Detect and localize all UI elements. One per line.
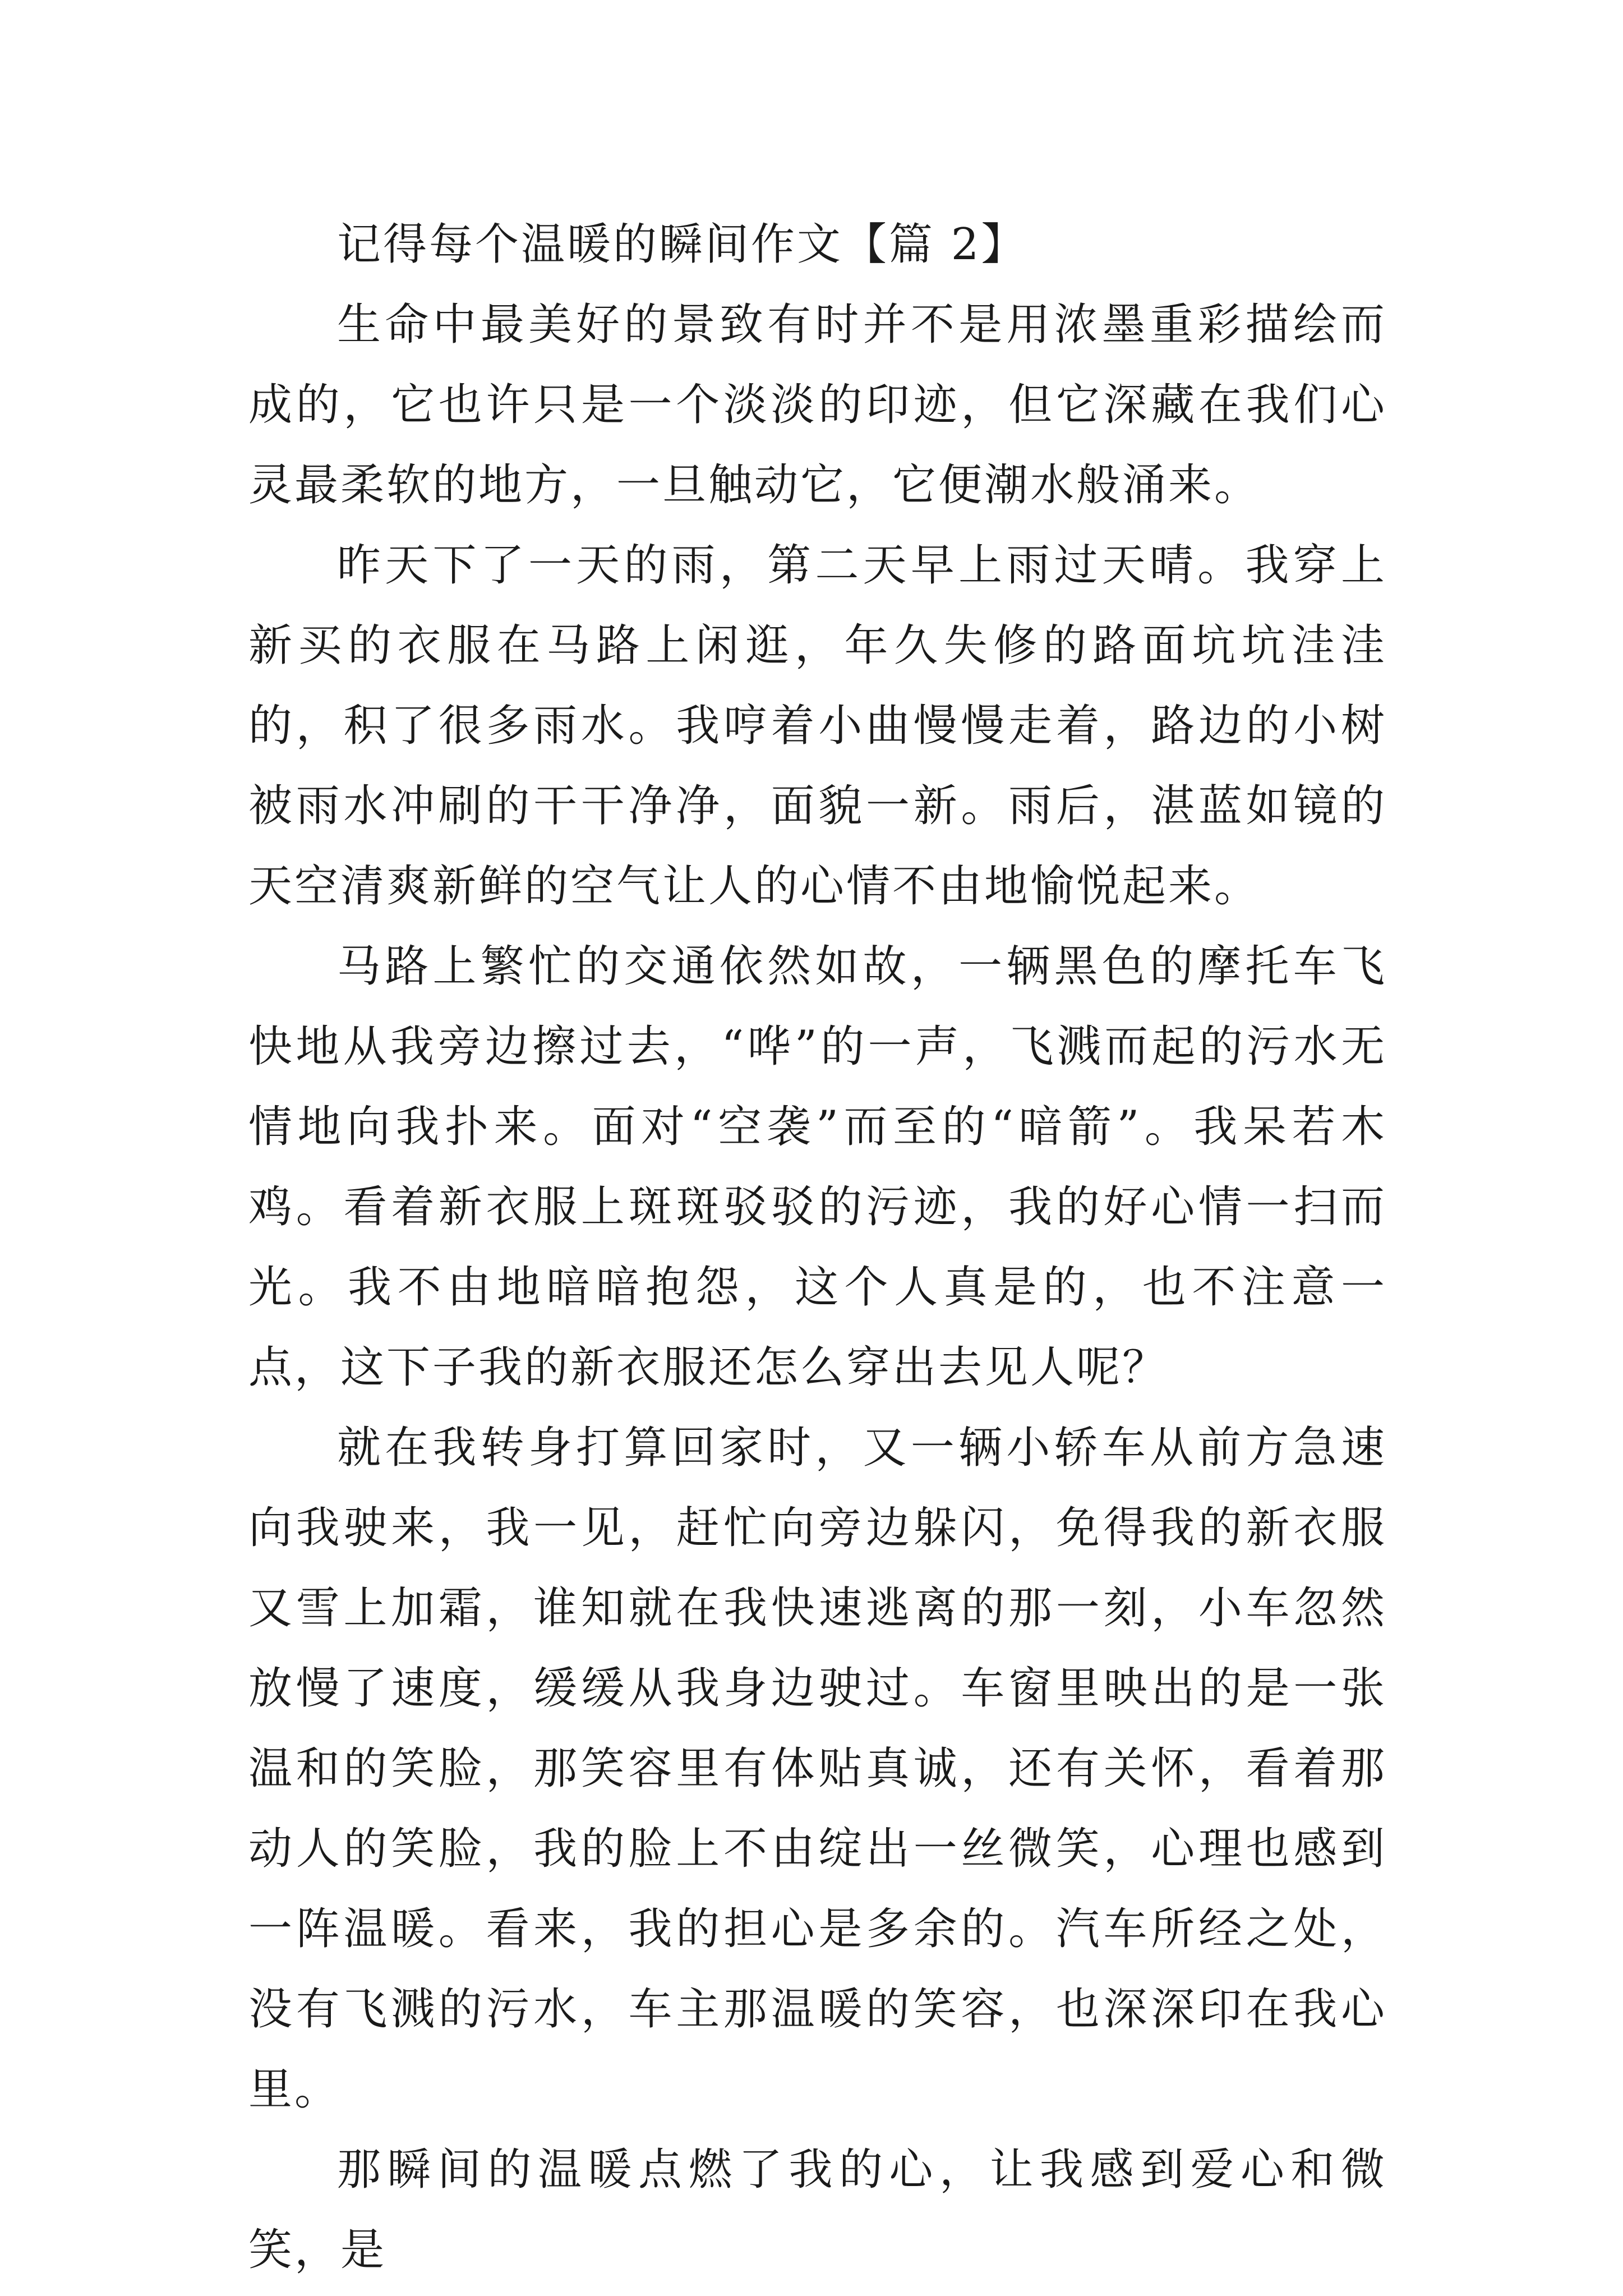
document-body [248,205,1387,2290]
paragraph-4: 就在我转身打算回家时，又一辆小轿车从前方急速向我驶来，我一见，赶忙向旁边躲闪，免得我的新衣服又雪上加霜，谁知就在我快速逃离的那一刻，小车忽然放慢了速度，缓缓从我身边驶过。车窗里映出的是一张温和的笑脸，那笑容里有体贴真诚，还有关怀，看着那动人的笑脸，我的脸上不由绽出一丝微笑，心理也感到一阵温暖。看来，我的担心是多余的。汽车所经之处，没有飞溅的污水，车主那温暖的笑容，也深深印在我心里。 [248,1423,1387,2115]
document-title: 记得每个温暖的瞬间作文【篇 2】 [337,219,1027,270]
paragraph-2: 昨天下了一天的雨，第二天早上雨过天晴。我穿上新买的衣服在马路上闲逛，年久失修的路面坑坑洼洼的，积了很多雨水。我哼着小曲慢慢走着，路边的小树被雨水冲刷的干干净净，面貌一新。雨后，湛蓝如镜的天空清爽新鲜的空气让人的心情不由地愉悦起来。 [248,540,1387,912]
paragraph-5: 那瞬间的温暖点燃了我的心，让我感到爱心和微笑，是 [248,2145,1387,2275]
paragraph-1: 生命中最美好的景致有时并不是用浓墨重彩描绘而成的，它也许只是一个淡淡的印迹，但它深藏在我们心灵最柔软的地方，一旦触动它，它便潮水般涌来。 [248,300,1387,510]
paragraph-3: 马路上繁忙的交通依然如故，一辆黑色的摩托车飞快地从我旁边擦过去，“哗”的一声，飞溅而起的污水无情地向我扑来。面对“空袭”而至的“暗箭”。我呆若木鸡。看着新衣服上斑斑驳驳的污迹，我的好心情一扫而光。我不由地暗暗抱怨，这个人真是的，也不注意一点，这下子我的新衣服还怎么穿出去见人呢？ [248,941,1387,1393]
